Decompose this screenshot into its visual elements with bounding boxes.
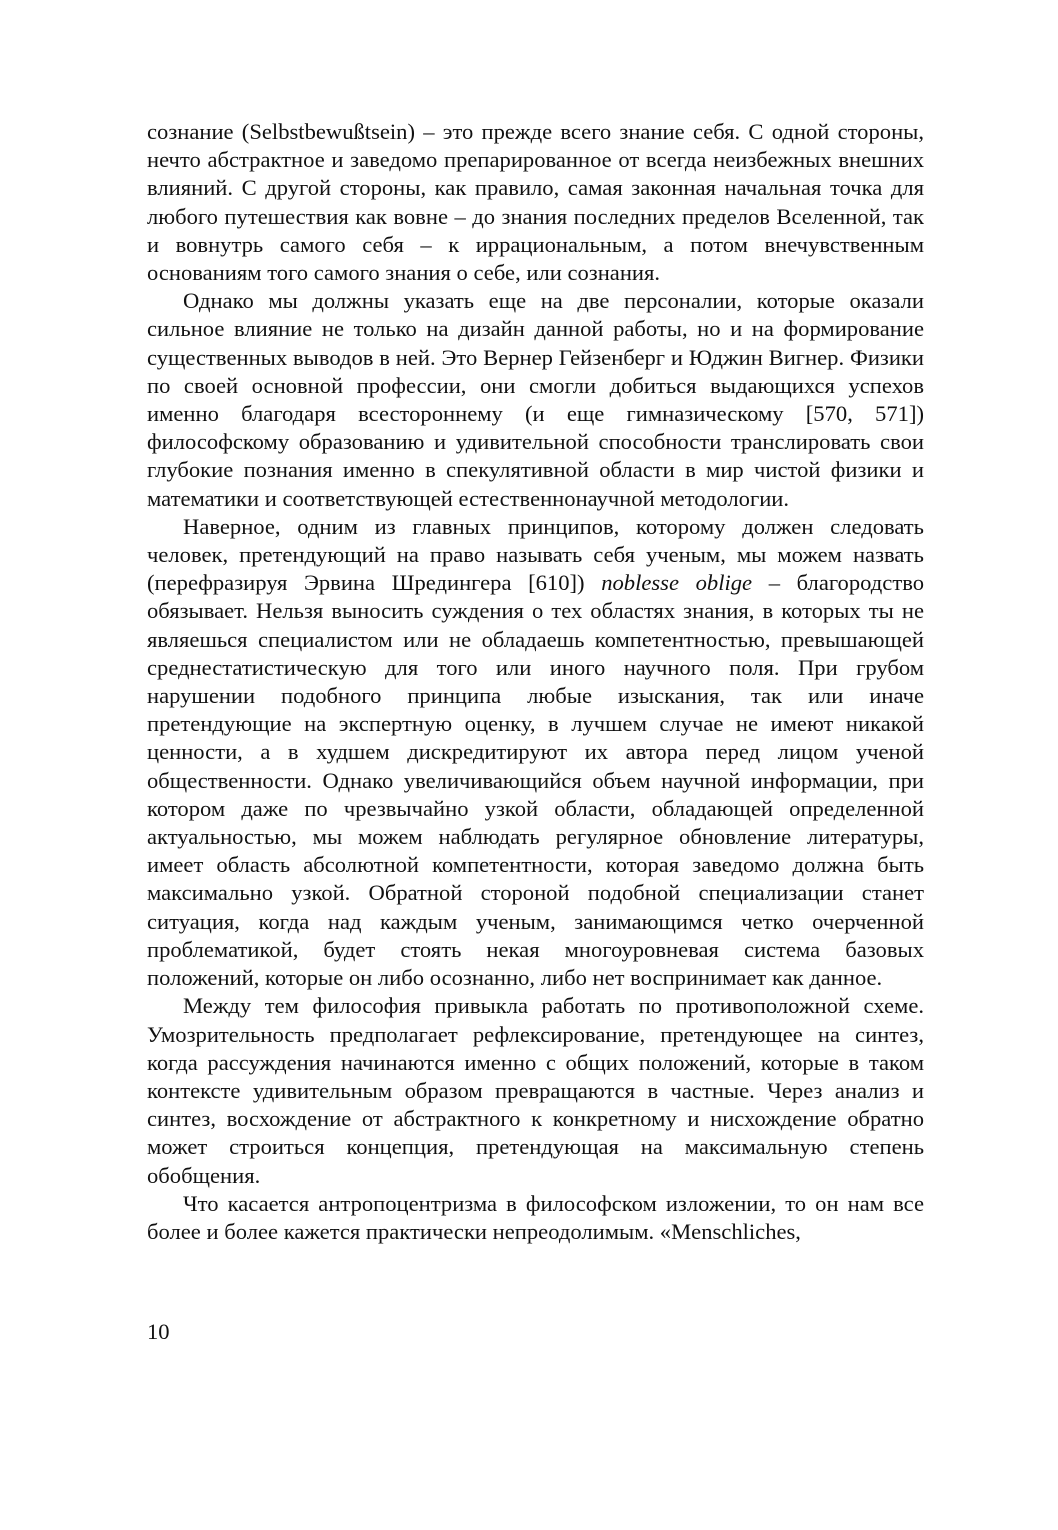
paragraph-3: [147, 513, 924, 992]
paragraph-3-text-after: – благородство обязывает. Нельзя выносить суждения о тех областях знания, в которых ты не являешься специалистом или не обладаешь компетентностью, превышающей среднестатистическую для того или иного научного поля. При грубом нарушении подобного принципа любые изыскания, так или иначе претендующие на экспертную оценку, в лучшем случае не имеют никакой ценности, а в худшем дискредитируют их автора перед лицом ученой общественности. Однако увеличивающийся объем научной информации, при котором даже по чрезвычайно узкой области, обладающей определенной актуальностью, мы можем наблюдать регулярное обновление литературы, имеет область абсолютной компетентности, которая заведомо должна быть максимально узкой. Обратной стороной подобной специализации станет ситуация, когда над каждым ученым, занимающимся четко очерченной проблематикой, будет стоять некая многоуровневая система базовых положений, которые он либо осознанно, либо нет воспринимает как данное.: [147, 570, 925, 991]
page-number: 10: [147, 1319, 170, 1344]
body-text: [147, 118, 924, 1246]
paragraph-2: Однако мы должны указать еще на две персоналии, которые оказали сильное влияние не только на дизайн данной работы, но и на формирование существенных выводов в ней. Это Вернер Гейзенберг и Юджин Вигнер. Физики по своей основной профессии, они смогли добиться выдающихся успехов именно благодаря всестороннему (и еще гимназическому [570, 571]) философскому образованию и удивительной способности транслировать свои глубокие познания именно в спекулятивной области в мир чистой физики и математики и соответствующей естественнонаучной методологии.: [147, 288, 924, 511]
paragraph-1: сознание (Selbstbewußtsein) – это прежде всего знание себя. С одной стороны, нечто абстрактное и заведомо препарированное от всегда неизбежных внешних влияний. С другой стороны, как правило, самая законная начальная точка для любого путешествия как вовне – до знания последних пределов Вселенной, так и вовнутрь самого себя – к иррациональным, а потом внечувственным основаниям того самого знания о себе, или сознания.: [147, 119, 924, 286]
paragraph-4: Между тем философия привыкла работать по противоположной схеме. Умозрительность предполагает рефлексирование, претендующее на синтез, когда рассуждения начинаются именно с общих положений, которые в таком контексте удивительным образом превращаются в частные. Через анализ и синтез, восхождение от абстрактного к конкретному и нисхождение обратно может строиться концепция, претендующая на максимальную степень обобщения.: [147, 993, 924, 1188]
paragraph-3-italic-phrase: noblesse oblige: [601, 570, 753, 596]
paragraph-5: Что касается антропоцентризма в философском изложении, то он нам все более и более кажется практически непреодолимым. «Menschliches,: [147, 1190, 924, 1244]
paragraph-3-text-before: Наверное, одним из главных принципов, которому должен следовать человек, претендующий на право называть себя ученым, мы можем назвать (перефразируя Эрвина Шредингера [610]): [147, 513, 924, 596]
